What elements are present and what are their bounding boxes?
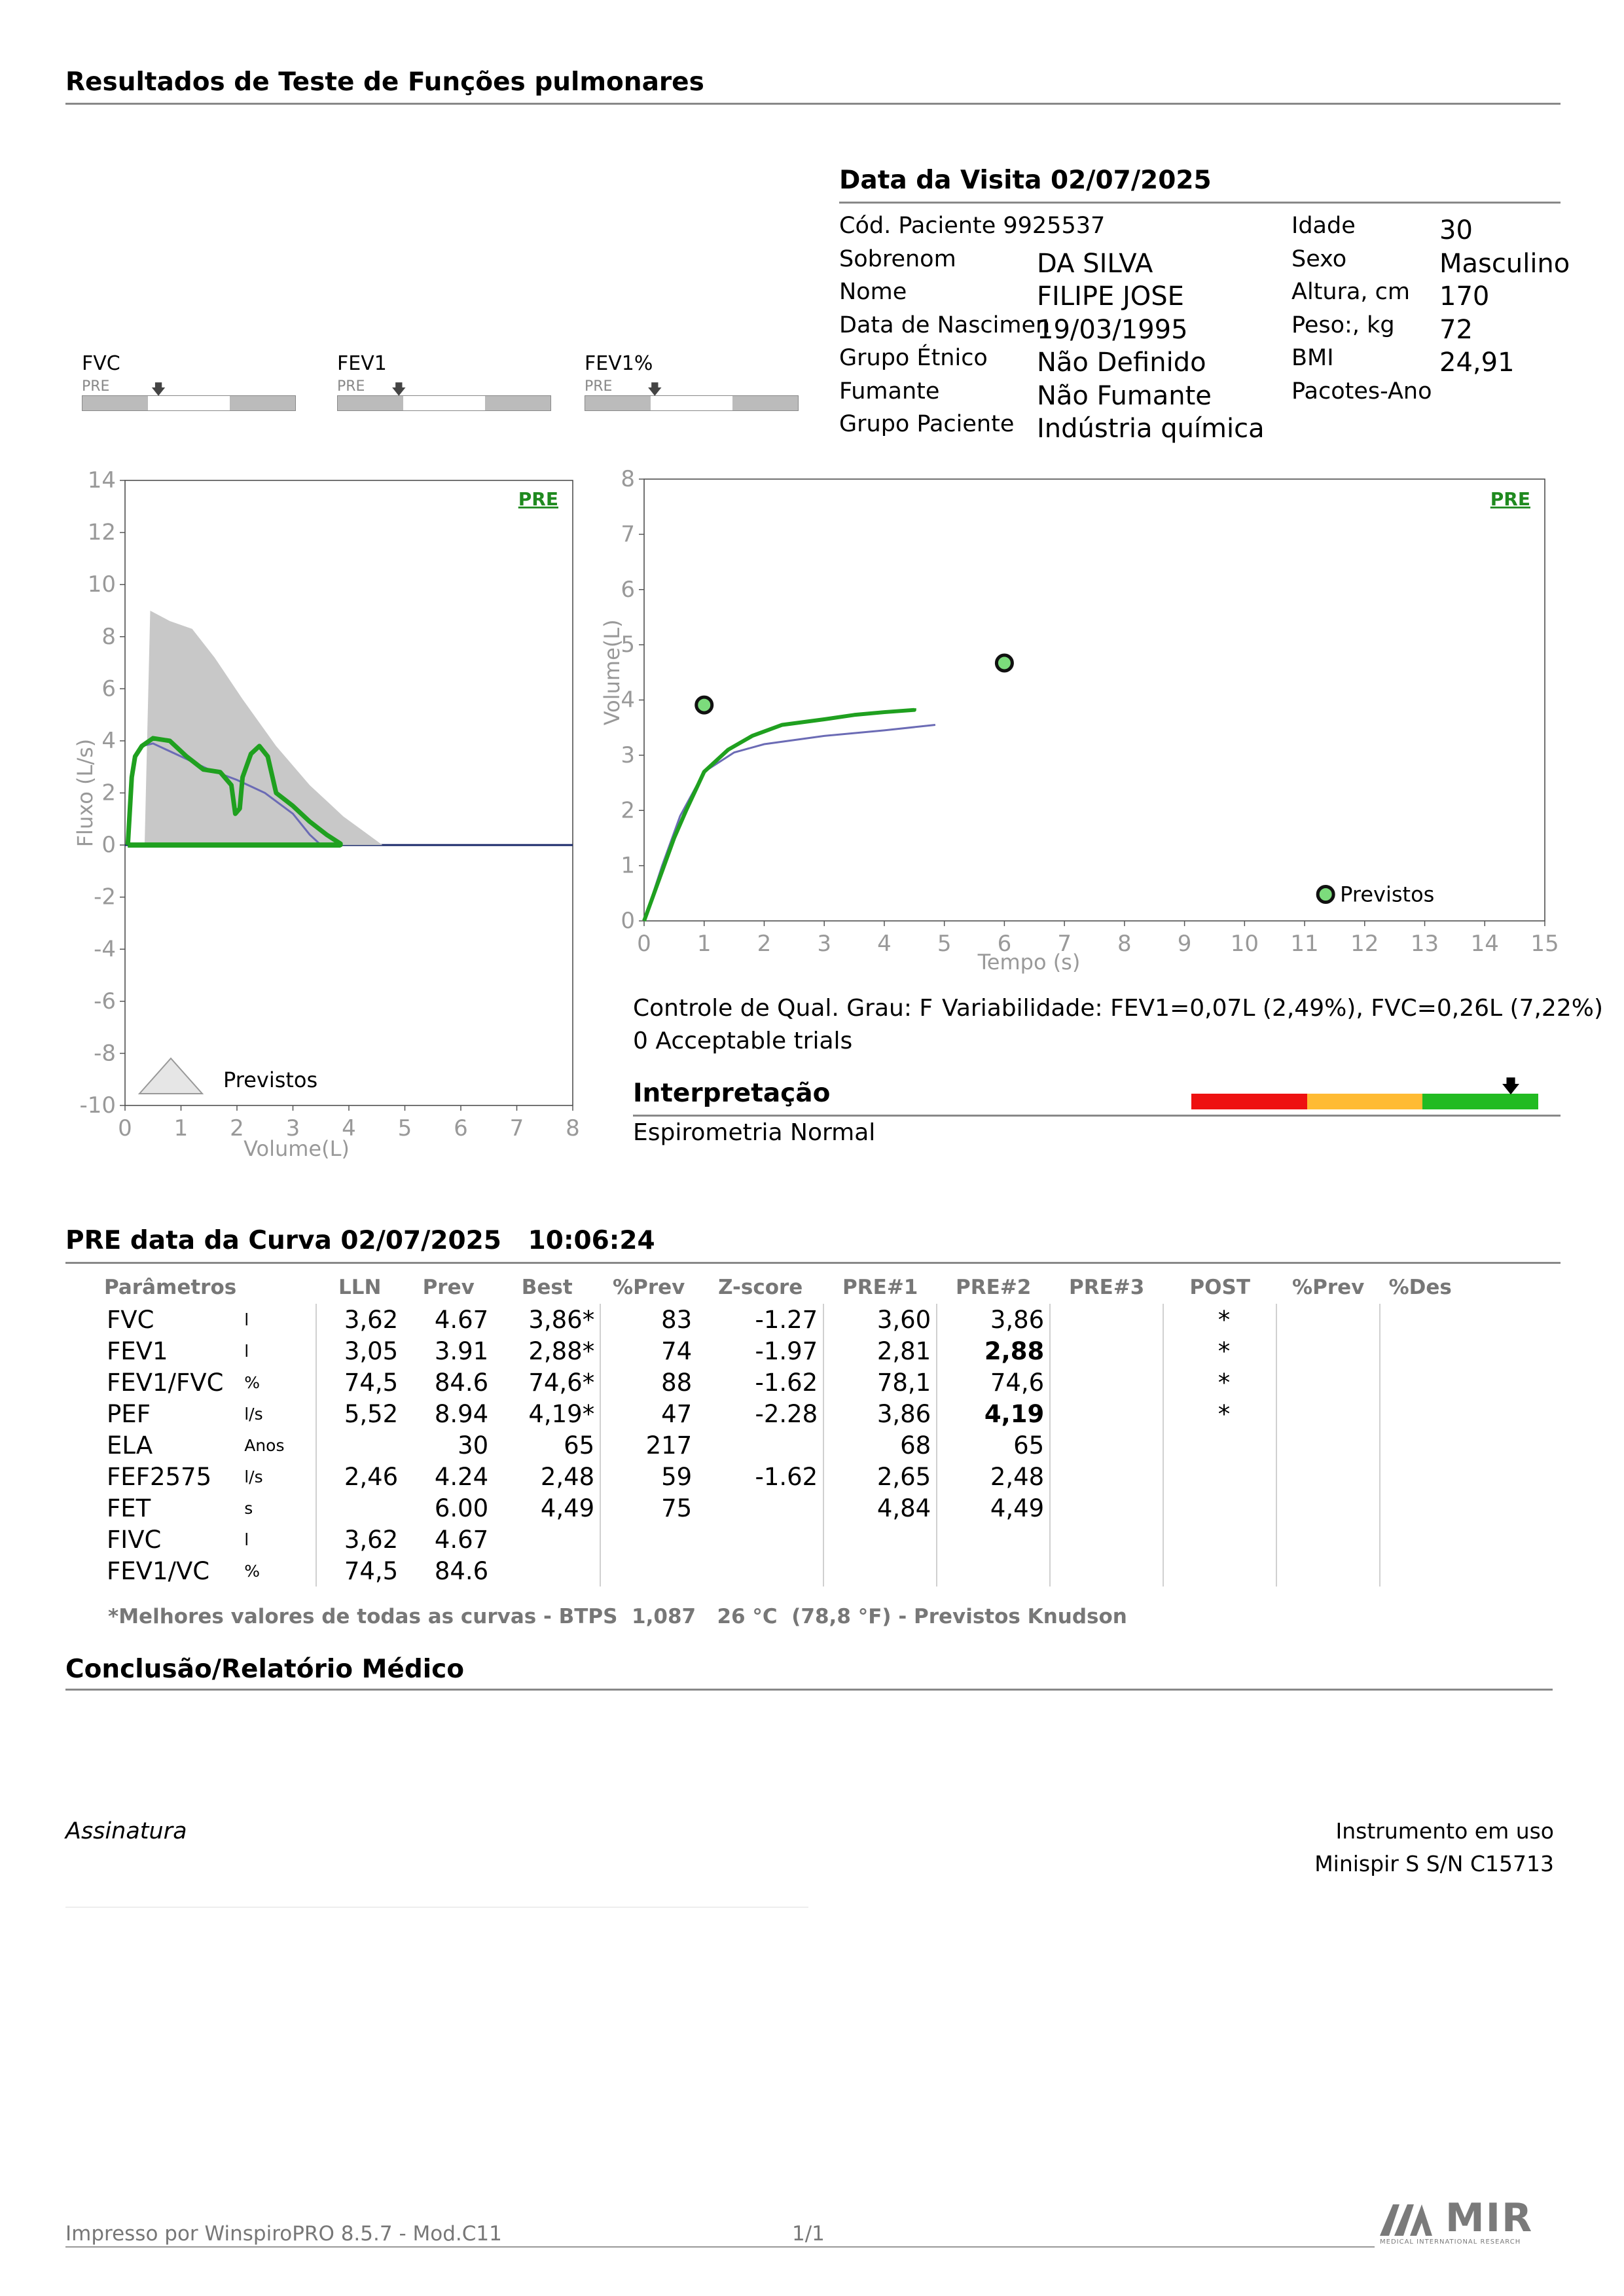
vt-x-tick-label: 2 [757, 931, 772, 957]
table-cell-name: FEV1/VC [107, 1556, 210, 1585]
footer-printed-by: Impresso por WinspiroPRO 8.5.7 - Mod.C11 [65, 2222, 502, 2246]
table-cell-pprev2 [1276, 1555, 1380, 1587]
fv-y-tick-label: -4 [94, 936, 116, 963]
table-cell-post: * [1163, 1335, 1276, 1367]
table-row [101, 1429, 1460, 1461]
table-cell-pprev: 217 [645, 1431, 693, 1460]
table-cell-pprev [600, 1524, 697, 1555]
table-cell-name: ELA [107, 1431, 153, 1460]
interpretation-text: Espirometria Normal [633, 1119, 876, 1146]
table-cell-prev: 4.67 [434, 1305, 489, 1334]
patient-left-label: Grupo Paciente [839, 411, 1015, 437]
table-cell-pdes [1380, 1492, 1460, 1524]
patient-left-label: Fumante [839, 378, 940, 404]
table-header-cell: %Prev [613, 1276, 685, 1299]
instrument-label: Instrumento em uso [1335, 1818, 1554, 1844]
fv-legend-label: Previstos [223, 1067, 318, 1092]
fv-x-tick-label: 1 [173, 1115, 189, 1141]
mini-bar-marker-icon: 🡇 [151, 382, 166, 398]
table-row [101, 1398, 1460, 1429]
table-cell-pdes [1380, 1335, 1460, 1367]
table-cell-pprev2 [1276, 1524, 1380, 1555]
table-cell-pprev: 59 [661, 1462, 693, 1491]
patient-right-label: Idade [1291, 213, 1356, 239]
vt-y-tick-label: 0 [621, 908, 635, 934]
table-header-cell: Z-score [718, 1276, 803, 1299]
vt-y-tick-label: 4 [621, 687, 635, 713]
table-cell-lln: 5,52 [344, 1399, 399, 1428]
vt-x-axis-label: Tempo (s) [977, 950, 1081, 975]
quality-trials: 0 Acceptable trials [633, 1028, 853, 1054]
patient-left-label: Data de Nascimen [839, 312, 1051, 338]
table-cell-unit: s [239, 1492, 316, 1524]
patient-right-row [1291, 378, 1566, 412]
table-cell-name: FVC [107, 1305, 154, 1334]
table-cell-pprev2 [1276, 1367, 1380, 1398]
patient-left-row [839, 378, 1271, 412]
patient-right-value: 24,91 [1439, 348, 1515, 378]
mini-bar-high-segment [732, 396, 798, 410]
vt-x-tick-label: 8 [1117, 931, 1132, 957]
table-cell-prev: 4.24 [434, 1462, 489, 1491]
vt-y-tick-label: 8 [621, 466, 635, 492]
table-cell-name: FET [107, 1494, 151, 1522]
table-cell-pdes [1380, 1367, 1460, 1398]
fv-x-tick-label: 2 [230, 1115, 244, 1141]
table-cell-pprev2 [1276, 1304, 1380, 1335]
table-row [101, 1524, 1460, 1555]
table-cell-post: * [1163, 1367, 1276, 1398]
table-cell-prev: 6.00 [434, 1494, 489, 1522]
signature-label: Assinatura [65, 1818, 187, 1844]
table-cell-best: 3,86* [494, 1304, 600, 1335]
table-cell-z [697, 1429, 823, 1461]
mini-bar-pre: PRE [585, 378, 613, 395]
patient-left-label: Nome [839, 279, 907, 305]
fv-x-tick-label: 3 [285, 1115, 300, 1141]
fv-x-tick-label: 0 [118, 1115, 132, 1141]
table-cell-unit: l [239, 1304, 316, 1335]
vt-chart-title: PRE [1490, 488, 1530, 510]
fv-x-tick-label: 6 [454, 1115, 468, 1141]
table-cell-prev: 3.91 [434, 1336, 489, 1365]
table-cell-pre2: 3,86 [937, 1304, 1050, 1335]
table-row [101, 1367, 1460, 1398]
patient-left-value: FILIPE JOSE [1037, 281, 1184, 312]
table-header-cell: PRE#2 [956, 1276, 1032, 1299]
fv-y-tick-label: -2 [94, 884, 116, 910]
patient-left-row [839, 312, 1271, 346]
fv-chart-title: PRE [518, 488, 558, 510]
table-header-cell: Parâmetros [104, 1276, 237, 1299]
table-cell-z: -1.62 [697, 1461, 823, 1492]
table-cell-pre2: 4,49 [937, 1492, 1050, 1524]
table-cell-pprev2 [1276, 1492, 1380, 1524]
table-cell-pre1 [823, 1555, 937, 1587]
curve-title: PRE data da Curva 02/07/2025 10:06:24 [65, 1226, 655, 1255]
fv-y-axis-label: Fluxo (L/s) [73, 738, 98, 848]
table-row [101, 1555, 1460, 1587]
table-header-cell [239, 1271, 316, 1304]
table-cell-lln: 74,5 [344, 1556, 399, 1585]
vt-legend-label: Previstos [1340, 882, 1435, 907]
table-cell-post: * [1163, 1304, 1276, 1335]
table-cell-pre1: 78,1 [823, 1367, 937, 1398]
table-cell-name: PEF [107, 1399, 151, 1428]
patient-right-value: 72 [1439, 314, 1473, 345]
table-cell-pre2: 2,88 [937, 1335, 1050, 1367]
table-cell-prev: 84.6 [434, 1368, 489, 1397]
quality-grade: Controle de Qual. Grau: F [633, 995, 933, 1022]
table-row [101, 1304, 1460, 1335]
table-cell-post [1163, 1461, 1276, 1492]
fv-y-tick-label: 6 [101, 675, 116, 702]
patient-left-label: Cód. Paciente 9925537 [839, 213, 1106, 239]
table-cell-pprev [600, 1555, 697, 1587]
fv-y-tick-label: 12 [87, 519, 116, 546]
table-cell-z: -1.62 [697, 1367, 823, 1398]
patient-right-label: Sexo [1291, 245, 1347, 272]
table-row [101, 1335, 1460, 1367]
mir-logo-subtitle: MEDICAL INTERNATIONAL RESEARCH [1380, 2238, 1521, 2246]
grade-marker-icon: 🡇 [1501, 1075, 1521, 1097]
table-cell-pdes [1380, 1524, 1460, 1555]
table-header-cell: PRE#3 [1069, 1276, 1145, 1299]
table-cell-pre1: 68 [823, 1429, 937, 1461]
table-cell-lln: 3,62 [344, 1305, 399, 1334]
instrument-serial: Minispir S S/N C15713 [1314, 1851, 1554, 1876]
grade-green-segment [1422, 1094, 1538, 1109]
table-cell-best [494, 1555, 600, 1587]
table-cell-name: FEV1/FVC [107, 1368, 224, 1397]
table-row [101, 1492, 1460, 1524]
table-cell-unit: % [239, 1555, 316, 1587]
mini-bar-high-segment [485, 396, 550, 410]
vt-x-tick-label: 7 [1057, 931, 1072, 957]
table-cell-best: 2,88* [494, 1335, 600, 1367]
mini-bar-label: FEV1 [337, 352, 387, 375]
vt-x-tick-label: 4 [877, 931, 892, 957]
patient-left-value: Não Definido [1037, 348, 1206, 378]
vt-x-tick-label: 10 [1230, 931, 1259, 957]
vt-y-tick-label: 7 [621, 521, 635, 548]
table-cell-pre2 [937, 1524, 1050, 1555]
table-header-cell: Prev [422, 1276, 475, 1299]
table-row [101, 1461, 1460, 1492]
quality-variability: Variabilidade: FEV1=0,07L (2,49%), FVC=0,26L (7,22%) [942, 995, 1603, 1022]
patient-right-label: BMI [1291, 345, 1334, 371]
patient-left-row [839, 411, 1271, 444]
fv-y-tick-label: 2 [101, 780, 116, 806]
table-cell-lln: 74,5 [344, 1368, 399, 1397]
vt-x-tick-label: 13 [1410, 931, 1439, 957]
table-cell-pre3 [1050, 1367, 1163, 1398]
table-cell-prev: 4.67 [434, 1525, 489, 1554]
table-header-cell: PRE#1 [842, 1276, 918, 1299]
vt-x-tick-label: 11 [1290, 931, 1319, 957]
vt-y-tick-label: 1 [621, 852, 635, 879]
table-cell-lln: 3,05 [344, 1336, 399, 1365]
patient-right-row [1291, 312, 1566, 346]
table-cell-pre3 [1050, 1555, 1163, 1587]
patient-right-label: Pacotes-Ano [1291, 378, 1432, 404]
mini-bar-low-segment [585, 396, 651, 410]
footer-rule [65, 2246, 1375, 2248]
table-cell-post: * [1163, 1398, 1276, 1429]
table-cell-pre1: 3,86 [823, 1398, 937, 1429]
vt-x-tick-label: 15 [1530, 931, 1559, 957]
table-cell-pre3 [1050, 1429, 1163, 1461]
table-cell-pre3 [1050, 1304, 1163, 1335]
patient-right-value: 30 [1439, 215, 1473, 245]
fv-y-tick-label: -6 [94, 988, 116, 1014]
interpretation-grade-bar [1191, 1075, 1538, 1109]
table-cell-post [1163, 1492, 1276, 1524]
table-cell-pprev2 [1276, 1398, 1380, 1429]
table-cell-unit: % [239, 1367, 316, 1398]
table-cell-unit: l [239, 1335, 316, 1367]
patient-info-right [1291, 213, 1570, 411]
fv-x-tick-label: 7 [509, 1115, 524, 1141]
mini-bar-label: FEV1% [585, 352, 653, 375]
vt-x-tick-label: 1 [696, 931, 712, 957]
grade-red-segment [1191, 1094, 1307, 1109]
vt-plot-area [644, 479, 1545, 921]
mini-bar [585, 395, 799, 411]
fv-y-tick-label: 14 [87, 467, 116, 493]
table-cell-prev: 30 [458, 1431, 489, 1460]
fv-x-axis-label: Volume(L) [244, 1136, 350, 1161]
patient-left-label: Sobrenom [839, 245, 956, 272]
table-cell-z [697, 1492, 823, 1524]
table-cell-pre2: 74,6 [937, 1367, 1050, 1398]
mir-logo-icon [1380, 2199, 1445, 2238]
table-cell-pre2 [937, 1555, 1050, 1587]
table-cell-post [1163, 1555, 1276, 1587]
table-cell-lln: 2,46 [344, 1462, 399, 1491]
volume-time-chart [583, 458, 1564, 988]
table-cell-post [1163, 1524, 1276, 1555]
vt-x-tick-label: 3 [817, 931, 832, 957]
fv-y-tick-label: 4 [101, 727, 116, 754]
table-cell-z [697, 1555, 823, 1587]
patient-left-value: Indústria química [1037, 414, 1265, 444]
vt-predicted-point [696, 697, 712, 713]
table-cell-z: -1.97 [697, 1335, 823, 1367]
patient-right-value: Masculino [1439, 248, 1570, 279]
vt-x-tick-label: 6 [997, 931, 1012, 957]
table-cell-unit: Anos [239, 1429, 316, 1461]
table-header-cell: %Des [1388, 1276, 1452, 1299]
table-cell-pre1: 2,65 [823, 1461, 937, 1492]
table-header-cell: POST [1189, 1276, 1250, 1299]
table-cell-name: FEF2575 [107, 1462, 212, 1491]
table-cell-pre2: 65 [937, 1429, 1050, 1461]
table-cell-pprev2 [1276, 1335, 1380, 1367]
curve-rule [65, 1262, 1561, 1264]
grade-orange-segment [1307, 1094, 1422, 1109]
fv-x-tick-label: 5 [397, 1115, 412, 1141]
patient-right-row [1291, 245, 1570, 279]
table-cell-best: 65 [494, 1429, 600, 1461]
conclusion-title: Conclusão/Relatório Médico [65, 1655, 465, 1684]
mini-bar-high-segment [230, 396, 295, 410]
table-cell-pre1: 3,60 [823, 1304, 937, 1335]
visit-rule [839, 202, 1561, 204]
patient-right-row [1291, 213, 1566, 246]
table-cell-pprev: 75 [661, 1494, 693, 1522]
mir-logo-text: MIR [1445, 2195, 1534, 2241]
vt-x-tick-label: 14 [1470, 931, 1499, 957]
footer-page-number: 1/1 [792, 2222, 825, 2246]
interpretation-title: Interpretação [633, 1079, 831, 1108]
table-cell-name: FIVC [107, 1525, 162, 1554]
vt-x-tick-label: 5 [937, 931, 952, 957]
table-cell-z: -2.28 [697, 1398, 823, 1429]
table-cell-best: 74,6* [494, 1367, 600, 1398]
table-header-cell: Best [521, 1276, 573, 1299]
patient-left-value: Não Fumante [1037, 380, 1212, 411]
patient-left-row [839, 345, 1271, 378]
patient-left-row [839, 213, 1271, 246]
table-header-cell: %Prev [1292, 1276, 1365, 1299]
title-rule [65, 103, 1561, 105]
fv-y-tick-label: -10 [79, 1092, 116, 1119]
mini-bar-marker-icon: 🡇 [647, 382, 662, 398]
vt-y-tick-label: 6 [621, 576, 635, 603]
table-cell-pre2: 2,48 [937, 1461, 1050, 1492]
table-cell-pre3 [1050, 1492, 1163, 1524]
patient-left-row [839, 246, 1271, 279]
table-cell-unit: l [239, 1524, 316, 1555]
table-cell-pdes [1380, 1429, 1460, 1461]
report-title: Resultados de Teste de Funções pulmonares [65, 67, 704, 97]
fv-y-tick-label: 8 [101, 623, 116, 650]
vt-y-axis-label: Volume(L) [600, 619, 624, 726]
vt-x-tick-label: 12 [1350, 931, 1379, 957]
table-cell-best: 4,49 [494, 1492, 600, 1524]
fv-y-tick-label: -8 [94, 1040, 116, 1067]
patient-right-row [1291, 345, 1566, 378]
table-cell-pdes [1380, 1555, 1460, 1587]
patient-info-left [839, 213, 1271, 444]
mini-bar [82, 395, 296, 411]
table-cell-z [697, 1524, 823, 1555]
mir-logo [1380, 2197, 1557, 2249]
table-cell-pre3 [1050, 1398, 1163, 1429]
mini-bar-label: FVC [82, 352, 120, 375]
table-cell-pre1: 4,84 [823, 1492, 937, 1524]
table-cell-best [494, 1524, 600, 1555]
table-cell-name: FEV1 [107, 1336, 168, 1365]
table-cell-pprev: 83 [661, 1305, 693, 1334]
conclusion-rule [65, 1689, 1553, 1691]
vt-predicted-point [996, 655, 1012, 671]
table-cell-pre2: 4,19 [937, 1398, 1050, 1429]
vt-x-tick-label: 9 [1177, 931, 1192, 957]
vt-x-tick-label: 0 [637, 931, 651, 957]
table-header-cell: LLN [338, 1276, 382, 1299]
table-cell-pdes [1380, 1398, 1460, 1429]
parameters-table [101, 1271, 1460, 1587]
table-cell-pre1 [823, 1524, 937, 1555]
table-cell-pprev: 47 [661, 1399, 693, 1428]
table-cell-pprev2 [1276, 1429, 1380, 1461]
table-cell-pre3 [1050, 1335, 1163, 1367]
visit-date: Data da Visita 02/07/2025 [839, 166, 1212, 195]
table-cell-pdes [1380, 1461, 1460, 1492]
patient-left-label: Grupo Étnico [839, 345, 988, 371]
patient-left-row [839, 279, 1271, 312]
fv-y-tick-label: 0 [101, 832, 116, 859]
fv-x-tick-label: 8 [566, 1115, 580, 1141]
mini-bar-low-segment [82, 396, 148, 410]
mini-bar-pre: PRE [82, 378, 110, 395]
table-cell-lln [316, 1429, 403, 1461]
interpretation-rule [633, 1115, 1561, 1117]
fv-y-tick-label: 10 [87, 571, 116, 598]
vt-y-tick-label: 2 [621, 797, 635, 824]
table-cell-prev: 8.94 [434, 1399, 489, 1428]
patient-left-value: 19/03/1995 [1037, 314, 1188, 345]
patient-right-row [1291, 279, 1566, 312]
table-footnote: *Melhores valores de todas as curvas - BTPS 1,087 26 °C (78,8 °F) - Previstos Knudson [108, 1605, 1127, 1628]
table-cell-unit: l/s [239, 1398, 316, 1429]
vt-y-tick-label: 5 [621, 632, 635, 658]
table-cell-lln [316, 1492, 403, 1524]
patient-right-label: Peso:, kg [1291, 312, 1395, 338]
table-cell-unit: l/s [239, 1461, 316, 1492]
table-cell-pdes [1380, 1304, 1460, 1335]
patient-right-value: 170 [1439, 281, 1490, 312]
table-cell-best: 2,48 [494, 1461, 600, 1492]
fv-x-tick-label: 4 [342, 1115, 356, 1141]
table-cell-pre1: 2,81 [823, 1335, 937, 1367]
flow-volume-chart [65, 458, 589, 1172]
table-cell-pprev: 88 [661, 1368, 693, 1397]
vt-legend-icon [1318, 887, 1333, 903]
table-cell-z: -1.27 [697, 1304, 823, 1335]
mini-bar [337, 395, 551, 411]
table-cell-lln: 3,62 [344, 1525, 399, 1554]
table-cell-pre3 [1050, 1524, 1163, 1555]
table-cell-pre3 [1050, 1461, 1163, 1492]
patient-right-label: Altura, cm [1291, 279, 1410, 305]
table-cell-post [1163, 1429, 1276, 1461]
table-cell-pprev2 [1276, 1461, 1380, 1492]
mini-bar-marker-icon: 🡇 [391, 382, 406, 398]
signature-line [65, 1907, 808, 1908]
table-cell-pprev: 74 [661, 1336, 693, 1365]
patient-left-value: DA SILVA [1037, 248, 1153, 279]
table-cell-best: 4,19* [494, 1398, 600, 1429]
table-cell-prev: 84.6 [434, 1556, 489, 1585]
vt-y-tick-label: 3 [621, 742, 635, 768]
mini-bar-pre: PRE [337, 378, 365, 395]
